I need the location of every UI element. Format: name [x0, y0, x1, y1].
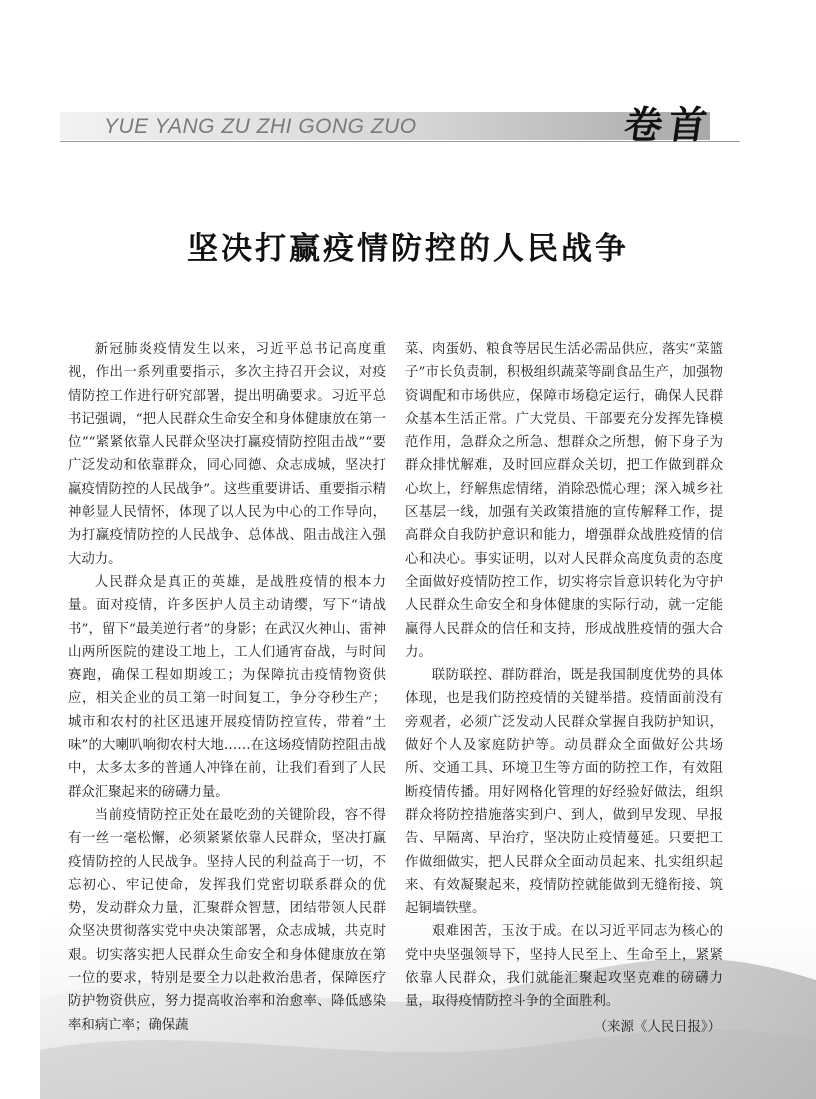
paragraph-continued: 菜、肉蛋奶、粮食等居民生活必需品供应，落实“菜篮子”市长负责制，积极组织蔬菜等副食品生产，加强物资调配和市场供应，保障市场稳定运行，确保人民群众基本生活正常。广大党员、干部要充分发挥先锋模范作用，急群众之所急、想群众之所想，俯下身子为群众排忧解难，及时回应群众关切，把工作做到群众心坎上，纾解焦虑情绪，消除恐慌心理；深入城乡社区基层一线，加强有关政策措施的宣传解释工作，提高群众自我防护意识和能力，增强群众战胜疫情的信心和决心。事实证明，以对人民群众高度负责的态度全面做好疫情防控工作，切实将宗旨意识转化为守护人民群众生命安全和身体健康的实际行动，就一定能赢得人民群众的信任和支持，形成战胜疫情的强大合力。: [405, 342, 723, 660]
left-column: [68, 338, 386, 1037]
paragraph: 艰难困苦，玉汝于成。在以习近平同志为核心的党中央坚强领导下，坚持人民至上、生命至上，紧紧依靠人民群众，我们就能汇聚起攻坚克难的磅礴力量，取得疫情防控斗争的全面胜利。: [405, 924, 723, 1010]
right-column: [405, 338, 723, 1039]
paragraph: 当前疫情防控正处在最吃劲的关键阶段，容不得有一丝一毫松懈，必须紧紧依靠人民群众，坚决打赢疫情防控的人民战争。坚持人民的利益高于一切，不忘初心、牢记使命，发挥我们党密切联系群众的优势，发动群众力量，汇聚群众智慧，团结带领人民群众坚决贯彻落实党中央决策部署，众志成城，共克时艰。切实落实把人民群众生命安全和身体健康放在第一位的要求，特别是要全力以赴救治患者，保障医疗防护物资供应，努力提高收治率和治愈率、降低感染率和病亡率；确保蔬: [68, 807, 386, 1033]
source-credit: （来源《人民日报》）: [593, 1019, 721, 1035]
header-pinyin: YUE YANG ZU ZHI GONG ZUO: [104, 115, 417, 138]
article-title: 坚决打赢疫情防控的人民战争: [187, 231, 629, 267]
paragraph: 人民群众是真正的英雄，是战胜疫情的根本力量。面对疫情，许多医护人员主动请缨，写下“请战书”，留下“最美逆行者”的身影；在武汉火神山、雷神山两所医院的建设工地上，工人们通宵奋战，与时间赛跑，确保工程如期竣工；为保障抗击疫情物资供应，相关企业的员工第一时间复工，争分夺秒生产；城市和农村的社区迅速开展疫情防控宣传，带着“土味”的大喇叭响彻农村大地……在这场疫情防控阻击战中，太多太多的普通人冲锋在前，让我们看到了人民群众汇聚起来的磅礴力量。: [68, 574, 386, 800]
paragraph: 新冠肺炎疫情发生以来，习近平总书记高度重视，作出一系列重要指示，多次主持召开会议，对疫情防控工作进行研究部署，提出明确要求。习近平总书记强调，“把人民群众生命安全和身体健康放在第一位”“紧紧依靠人民群众坚决打赢疫情防控阻击战”“要广泛发动和依靠群众，同心同德、众志成城，坚决打赢疫情防控的人民战争”。这些重要讲话、重要指示精神彰显人民情怀，体现了以人民为中心的工作导向，为打赢疫情防控的人民战争、总体战、阻击战注入强大动力。: [68, 342, 386, 567]
section-badge: 卷首: [621, 103, 716, 147]
paragraph: 联防联控、群防群治，既是我国制度优势的具体体现，也是我们防控疫情的关键举措。疫情面前没有旁观者，必须广泛发动人民群众掌握自我防护知识，做好个人及家庭防护等。动员群众全面做好公共场所、交通工具、环境卫生等方面的防控工作，有效阻断疫情传播。用好网格化管理的好经验好做法，组织群众将防控措施落实到户、到人，做到早发现、早报告、早隔离、早治疗，坚决防止疫情蔓延。只要把工作做细做实，把人民群众全面动员起来、扎实组织起来、有效凝聚起来，疫情防控就能做到无缝衔接、筑起铜墙铁壁。: [405, 668, 723, 917]
